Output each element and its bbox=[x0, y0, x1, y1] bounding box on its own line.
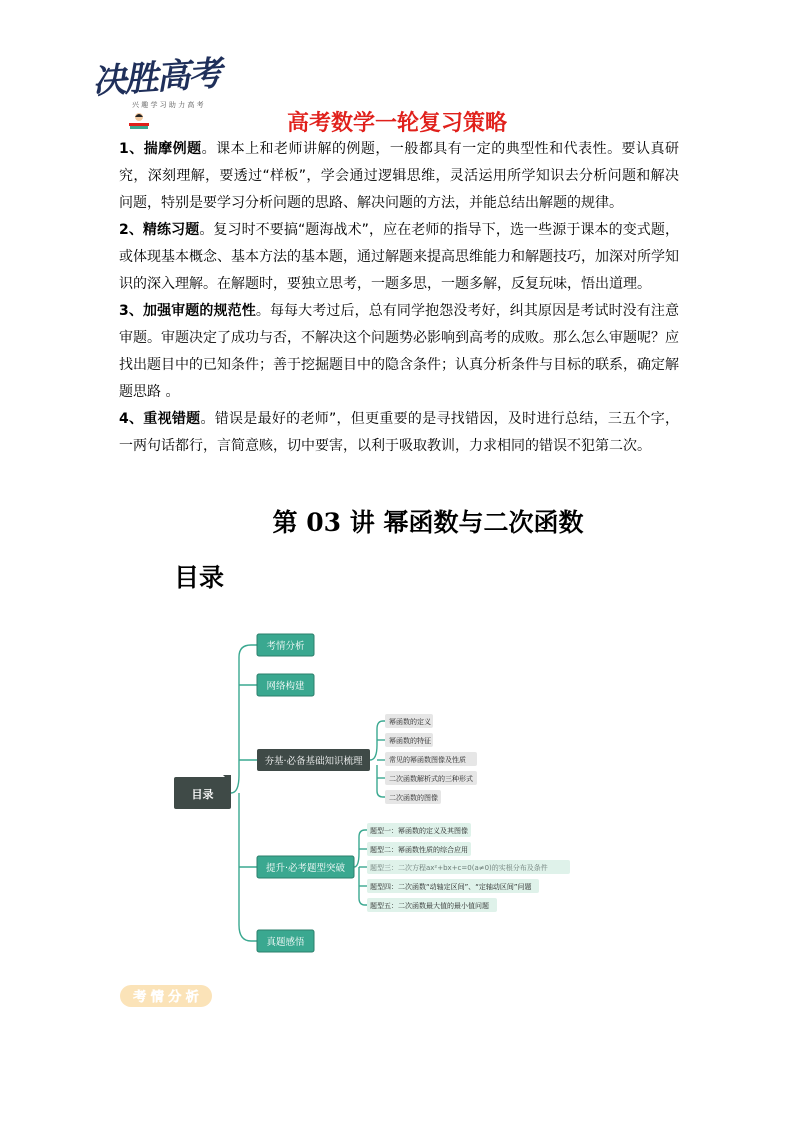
tip-3-head: 3、加强审题的规范性 bbox=[119, 303, 256, 319]
mindmap-root bbox=[174, 775, 231, 809]
leaf-item[interactable] bbox=[367, 860, 570, 874]
tip-4 bbox=[119, 406, 679, 460]
branch-tisheng-label: 提升·必考题型突破 bbox=[265, 863, 346, 874]
leaf-label: 幂函数的特征 bbox=[389, 737, 431, 745]
branch-hangji-label: 夯基·必备基础知识梳理 bbox=[264, 756, 363, 767]
toc-mindmap bbox=[165, 625, 575, 955]
branch-wangluo-label: 网络构建 bbox=[266, 681, 305, 692]
branch-tisheng[interactable] bbox=[257, 856, 354, 878]
leaf-label: 题型二：幂函数性质的综合应用 bbox=[370, 846, 468, 854]
leaf-item[interactable] bbox=[367, 823, 471, 837]
leaf-label: 二次函数解析式的三种形式 bbox=[389, 775, 473, 783]
leaf-item[interactable] bbox=[367, 842, 471, 856]
tip-4-body: 。错误是最好的老师”，但更重要的是寻找错因，及时进行总结，三五个字，一两句话都行，言简意赅，切中要害，以利于吸取教训，力求相同的错误不犯第二次。 bbox=[119, 411, 679, 454]
strategy-title: 高考数学一轮复习策略 bbox=[286, 111, 507, 136]
leaf-label: 二次函数的图像 bbox=[389, 794, 438, 802]
tip-2-head: 2、精练习题 bbox=[119, 222, 200, 238]
leaf-label: 题型五：二次函数最大值的最小值问题 bbox=[370, 902, 489, 910]
leaf-item[interactable] bbox=[385, 771, 477, 785]
root-label: 目录 bbox=[191, 788, 214, 801]
leaf-item[interactable] bbox=[385, 752, 477, 766]
leaf-label: 常见的幂函数图像及性质 bbox=[389, 756, 466, 764]
tip-3 bbox=[119, 298, 679, 406]
leaf-item[interactable] bbox=[385, 733, 433, 747]
tip-1-body: 。课本上和老师讲解的例题，一般都具有一定的典型性和代表性。要认真研究，深刻理解，要透过“样板”，学会通过逻辑思维，灵活运用所学知识去分析问题和解决问题，特别是要学习分析问题的思路、解决问题的方法，并能总结出解题的规律。 bbox=[119, 141, 679, 211]
tip-4-head: 4、重视错题 bbox=[119, 411, 201, 427]
branch-wangluo[interactable] bbox=[257, 674, 314, 696]
leaf-label: 题型三：二次方程ax²+bx+c=0(a≠0)的实根分布及条件 bbox=[370, 864, 548, 872]
branch-kaoqing[interactable] bbox=[257, 634, 314, 656]
section-badge bbox=[119, 983, 215, 1009]
study-tips bbox=[119, 136, 679, 460]
leaf-label: 题型一：幂函数的定义及其图像 bbox=[370, 827, 468, 835]
logo-text: 决胜高考 bbox=[91, 53, 222, 103]
tip-3-body: 。每每大考过后，总有同学抱怨没考好，纠其原因是考试时没有注意审题。审题决定了成功与否，不解决这个问题势必影响到高考的成败。那么怎么审题呢？应找出题目中的已知条件；善于挖掘题目中的隐含条件；认真分析条件与目标的联系，确定解题思路 。 bbox=[119, 303, 680, 400]
tip-2-body: 。复习时不要搞“题海战术”，应在老师的指导下，选一些源于课本的变式题，或体现基本概念、基本方法的基本题，通过解题来提高思维能力和解题技巧，加深对所学知识的深入理解。在解题时，要独立思考，一题多思，一题多解，反复玩味，悟出道理。 bbox=[119, 222, 679, 292]
branch-zhenti[interactable] bbox=[257, 930, 314, 952]
leaf-item[interactable] bbox=[367, 879, 539, 893]
toc-title: 目录 bbox=[174, 563, 225, 592]
branch-hangji[interactable] bbox=[257, 749, 370, 771]
branch-kaoqing-label: 考情分析 bbox=[266, 641, 305, 652]
lecture-title: 第 03 讲 幂函数与二次函数 bbox=[272, 508, 584, 537]
tip-1 bbox=[119, 136, 679, 217]
badge-label: 考 情 分 析 bbox=[133, 990, 199, 1005]
leaf-label: 幂函数的定义 bbox=[389, 718, 431, 726]
tip-2 bbox=[119, 217, 679, 298]
logo-subtitle: 兴 趣 学 习 助 力 高 考 bbox=[132, 101, 204, 109]
branch-zhenti-label: 真题感悟 bbox=[266, 937, 305, 948]
tip-1-head: 1、揣摩例题 bbox=[119, 141, 202, 157]
leaf-item[interactable] bbox=[385, 714, 433, 728]
leaf-item[interactable] bbox=[367, 898, 497, 912]
leaf-label: 题型四：二次函数“动轴定区间”、“定轴动区间”问题 bbox=[370, 883, 532, 891]
leaf-item[interactable] bbox=[385, 790, 441, 804]
